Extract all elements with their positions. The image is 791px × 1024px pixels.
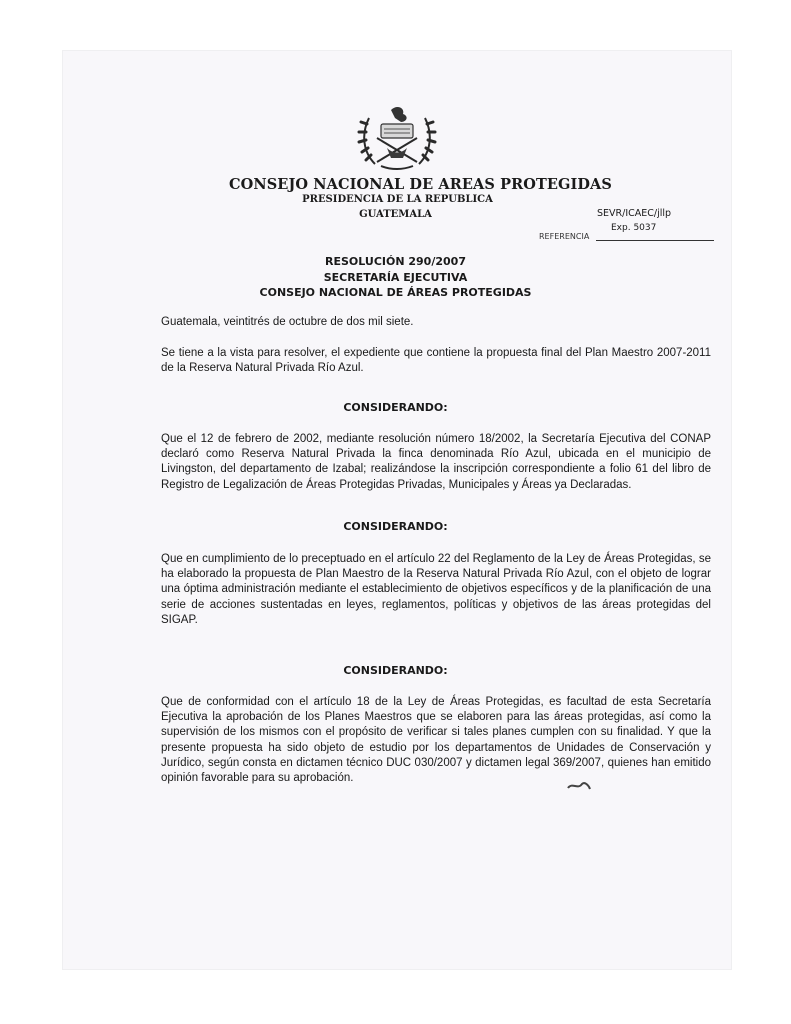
reference-underline	[596, 240, 714, 241]
resolution-council: CONSEJO NACIONAL DE ÁREAS PROTEGIDAS	[259, 286, 532, 299]
resolution-heading	[0, 254, 791, 301]
country-name: GUATEMALA	[359, 209, 432, 220]
considerando-heading-3: CONSIDERANDO:	[343, 664, 448, 677]
considerando-heading-1: CONSIDERANDO:	[343, 401, 448, 414]
considerando-paragraph-1: Que el 12 de febrero de 2002, mediante resolución número 18/2002, la Secretaría Ejecutiva del CONAP declaró como Reserva Natural Privada la finca denominada Río Azul, ubicada en el municipio de Livingston, del departamento de Izabal; realizándose la inscripción correspondiente a folio 61 del libro de Registro de Legalización de Áreas Protegidas Privadas, Municipales y Áreas ya Declaradas.	[161, 433, 711, 491]
considerando-paragraph-3: Que de conformidad con el artículo 18 de la Ley de Áreas Protegidas, es facultad de esta Secretaría Ejecutiva la aprobación de los Planes Maestros que se elaboren para las áreas protegidas, así como la supervisión de los mismos con el propósito de verificar si tales planes cumplen con su finalidad. Y que la presente propuesta ha sido objeto de estudio por los departamentos de Unidades de Conservación y Jurídico, según consta en dictamen técnico DUC 030/2007 y dictamen legal 369/2007, quienes han emitido opinión favorable para su aprobación.	[161, 696, 711, 785]
expediente-number: Exp. 5037	[611, 223, 657, 233]
considerando-paragraph-2: Que en cumplimiento de lo preceptuado en el artículo 22 del Reglamento de la Ley de Áreas Protegidas, se ha elaborado la propuesta de Plan Maestro de la Reserva Natural Privada Río Azul, con el objeto de lograr una óptima administración mediante el establecimiento de objetivos específicos y de la planificación de una serie de acciones sustentadas en leyes, reglamentos, políticas y objetivos de las áreas protegidas del SIGAP.	[161, 553, 711, 626]
considerando-heading-2: CONSIDERANDO:	[343, 520, 448, 533]
reference-code: SEVR/ICAEC/jllp	[597, 208, 672, 219]
intro-paragraph: Se tiene a la vista para resolver, el expediente que contiene la propuesta final del Plan Maestro 2007-2011 de la Reserva Natural Privada Río Azul.	[161, 347, 711, 375]
ink-smudge	[566, 780, 592, 792]
council-title: CONSEJO NACIONAL DE AREAS PROTEGIDAS	[229, 176, 612, 193]
presidency-subtitle: PRESIDENCIA DE LA REPUBLICA	[302, 194, 493, 205]
guatemala-coat-of-arms-icon	[357, 104, 437, 174]
resolution-number: RESOLUCIÓN 290/2007	[325, 255, 466, 268]
date-line: Guatemala, veintitrés de octubre de dos mil siete.	[161, 316, 414, 328]
resolution-office: SECRETARÍA EJECUTIVA	[323, 270, 468, 284]
reference-label: REFERENCIA	[539, 232, 590, 241]
